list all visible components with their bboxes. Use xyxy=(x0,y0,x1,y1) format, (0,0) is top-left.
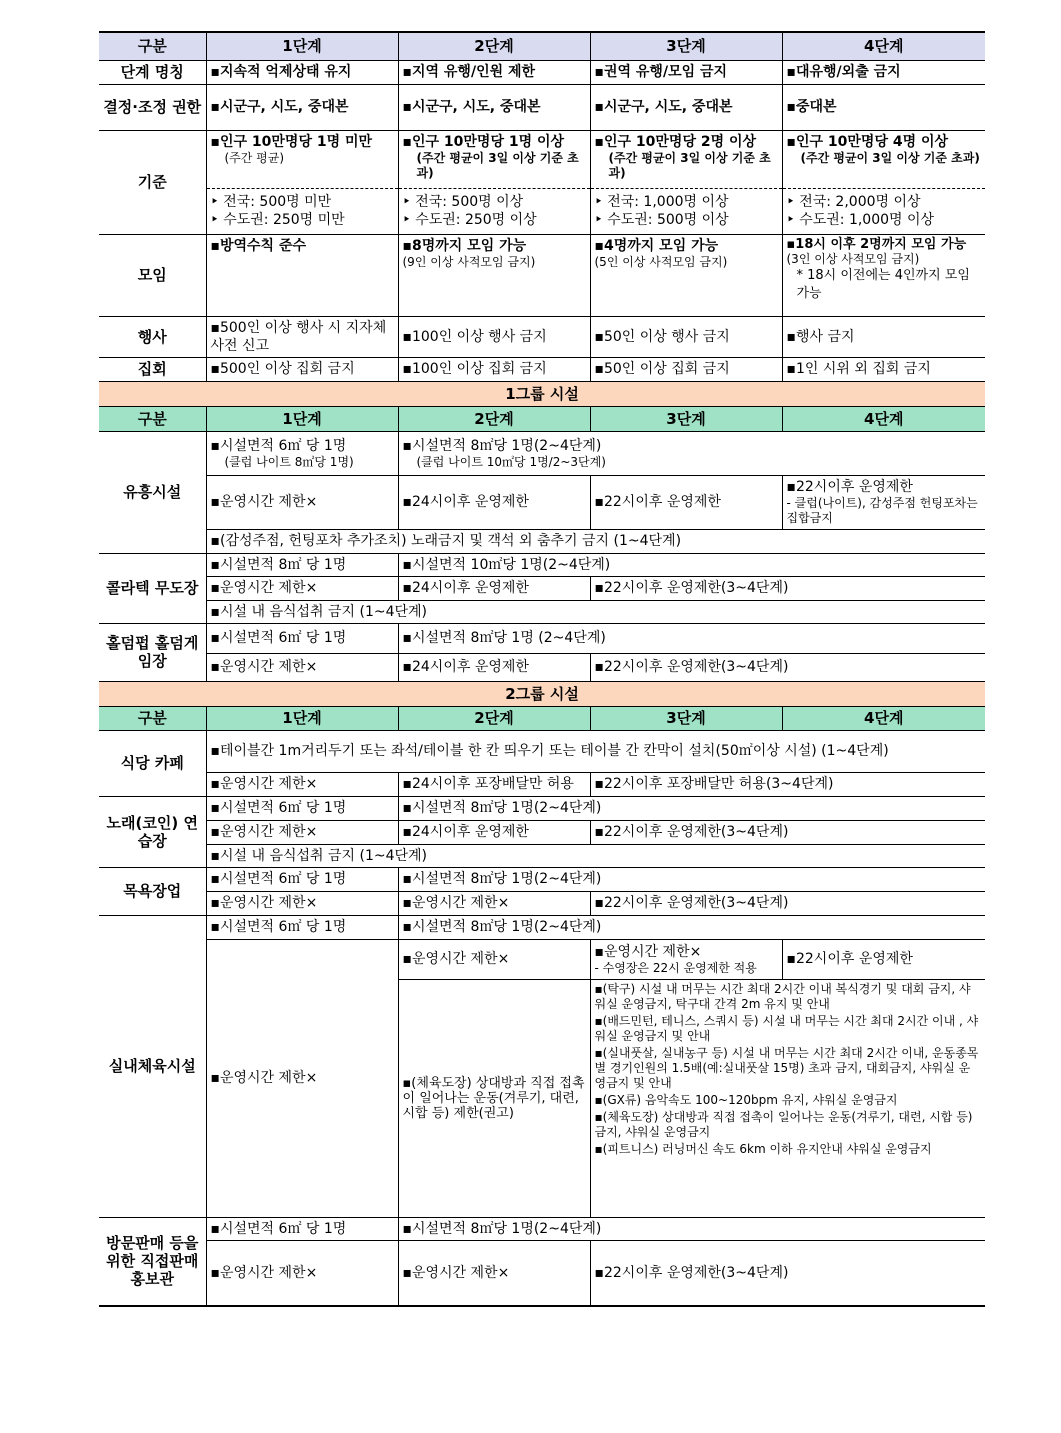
criteria-capital: ‣ 수도권: 500명 이상 xyxy=(594,212,729,228)
cell: ▪지속적 억제상태 유지 xyxy=(206,60,398,84)
cell: ▪운영시간 제한× xyxy=(206,576,398,600)
cell: ▪시설면적 6㎡ 당 1명 xyxy=(206,1217,398,1240)
cell: ▪시설면적 10㎡당 1명(2~4단계) xyxy=(398,553,985,576)
gathering-note: * 18시 이전에는 4인까지 모임 가능 xyxy=(796,267,970,301)
area-cell xyxy=(206,431,398,475)
entertainment-hours-row xyxy=(99,475,985,529)
sports-rule: ▪(피트니스) 러닝머신 속도 6km 이하 유지안내 샤워실 운영금지 xyxy=(594,1141,932,1156)
criteria-sub: (주간 평균이 3일 이상 기준 초과) xyxy=(416,150,579,180)
cell: ▪행사 금지 xyxy=(782,316,985,357)
criteria-count-cell xyxy=(782,188,985,234)
cell: ▪시설면적 8㎡당 1명(2~4단계) xyxy=(398,915,985,939)
cell: ▪시설면적 6㎡ 당 1명 xyxy=(206,915,398,939)
sports-rule: ▪(체육도장) 상대방과 직접 접촉이 일어나는 운동(겨루기, 대련, 시합 등) 금지, 샤워실 운영금지 xyxy=(594,1109,973,1139)
cell: ▪시군구, 시도, 중대본 xyxy=(398,84,590,130)
gathering-rule: ▪방역수칙 준수 xyxy=(210,237,307,254)
row-label: 모임 xyxy=(99,234,206,316)
header-level-3: 3단계 xyxy=(590,706,782,730)
group2-title: 2그룹 시설 xyxy=(99,681,985,706)
row-label: 결정·조정 권한 xyxy=(99,84,206,130)
group1-header-row xyxy=(99,406,985,431)
gathering-sub: (9인 이상 사적모임 금지) xyxy=(402,254,536,269)
criteria-capital: ‣ 수도권: 1,000명 이상 xyxy=(786,212,935,228)
holdem-area-row xyxy=(99,623,985,653)
authority-row xyxy=(99,84,985,130)
cell: ▪시설 내 음식섭취 금지 (1~4단계) xyxy=(206,844,985,867)
area-rule: ▪시설면적 6㎡ 당 1명 xyxy=(210,437,347,454)
criteria-main: ▪인구 10만명당 1명 미만 xyxy=(210,133,373,150)
header-level-1: 1단계 xyxy=(206,32,398,60)
row-label: 식당 카페 xyxy=(99,730,206,796)
cell: ▪24시이후 운영제한 xyxy=(398,475,590,529)
row-label: 기준 xyxy=(99,130,206,234)
header-level-4: 4단계 xyxy=(782,406,985,431)
cell: ▪24시이후 운영제한 xyxy=(398,653,590,681)
cell: ▪중대본 xyxy=(782,84,985,130)
cell: ▪500인 이상 행사 시 지자체 사전 신고 xyxy=(206,316,398,357)
gathering-rule: ▪8명까지 모임 가능 xyxy=(402,237,527,254)
cell: ▪대유행/외출 금지 xyxy=(782,60,985,84)
cell: ▪100인 이상 행사 금지 xyxy=(398,316,590,357)
colatek-extra-row xyxy=(99,600,985,623)
criteria-row-bottom xyxy=(99,188,985,234)
cell: ▪24시이후 운영제한 xyxy=(398,820,590,844)
cell: ▪시군구, 시도, 중대본 xyxy=(206,84,398,130)
sales-hours-row xyxy=(99,1240,985,1306)
header-level-4: 4단계 xyxy=(782,32,985,60)
area-sub: (클럽 나이트 8㎡당 1명) xyxy=(224,454,354,469)
sports-rule: ▪(실내풋살, 실내농구 등) 시설 내 머무는 시간 최대 2시간 이내, 운동종목별 경기인원의 1.5배(예:실내풋살 15명) 초과 금지, 대회금지, 샤워실 운영금지 및 안내 xyxy=(594,1045,979,1090)
gathering-sub: (3인 이상 사적모임 금지) xyxy=(786,251,920,266)
header-level-1: 1단계 xyxy=(206,406,398,431)
area-rule: ▪시설면적 8㎡당 1명(2~4단계) xyxy=(402,437,602,454)
restaurant-rule-row xyxy=(99,730,985,772)
row-label: 실내체육시설 xyxy=(99,915,206,1217)
entertainment-extra-row xyxy=(99,529,985,553)
cell: ▪22시이후 운영제한(3~4단계) xyxy=(590,576,985,600)
cell: ▪운영시간 제한× xyxy=(206,891,398,915)
gathering-cell xyxy=(206,234,398,316)
distancing-table xyxy=(99,31,985,1307)
row-label: 노래(코인) 연습장 xyxy=(99,796,206,867)
cell: ▪시설면적 8㎡ 당 1명 xyxy=(206,553,398,576)
bath-hours-row xyxy=(99,891,985,915)
colatek-hours-row xyxy=(99,576,985,600)
row-label: 콜라텍 무도장 xyxy=(99,553,206,623)
cell: ▪운영시간 제한× xyxy=(398,1240,590,1306)
row-label: 유흥시설 xyxy=(99,431,206,553)
gathering-cell xyxy=(782,234,985,316)
cell: ▪시군구, 시도, 중대본 xyxy=(590,84,782,130)
cell: ▪시설면적 8㎡당 1명(2~4단계) xyxy=(398,796,985,820)
main-header-row xyxy=(99,32,985,60)
cell: ▪22시이후 운영제한 xyxy=(590,475,782,529)
group1-title: 1그룹 시설 xyxy=(99,381,985,406)
row-label: 목욕장업 xyxy=(99,867,206,915)
cell: ▪24시이후 운영제한 xyxy=(398,576,590,600)
criteria-main: ▪인구 10만명당 2명 이상 xyxy=(594,133,757,150)
criteria-cell xyxy=(206,130,398,188)
cell: ▪운영시간 제한× xyxy=(206,1240,398,1306)
karaoke-hours-row xyxy=(99,820,985,844)
criteria-main: ▪인구 10만명당 1명 이상 xyxy=(402,133,565,150)
cell: ▪시설면적 8㎡당 1명(2~4단계) xyxy=(398,867,985,891)
header-category: 구분 xyxy=(99,706,206,730)
header-level-3: 3단계 xyxy=(590,32,782,60)
header-level-4: 4단계 xyxy=(782,706,985,730)
gathering-rule: ▪4명까지 모임 가능 xyxy=(594,237,719,254)
cell: ▪시설 내 음식섭취 금지 (1~4단계) xyxy=(206,600,985,623)
criteria-row-top xyxy=(99,130,985,188)
cell: ▪1인 시위 외 집회 금지 xyxy=(782,357,985,381)
cell: ▪22시이후 운영제한(3~4단계) xyxy=(590,1240,985,1306)
area-sub: (클럽 나이트 10㎡당 1명/2~3단계) xyxy=(416,454,606,469)
cell: ▪시설면적 8㎡당 1명(2~4단계) xyxy=(398,1217,985,1240)
karaoke-extra-row xyxy=(99,844,985,867)
cell: ▪운영시간 제한× xyxy=(206,772,398,796)
criteria-count-cell xyxy=(398,188,590,234)
cell: ▪22시이후 운영제한(3~4단계) xyxy=(590,820,985,844)
restaurant-hours-row xyxy=(99,772,985,796)
group1-band xyxy=(99,381,985,406)
criteria-nation: ‣ 전국: 500명 미만 xyxy=(210,194,332,210)
criteria-nation: ‣ 전국: 500명 이상 xyxy=(402,194,524,210)
sports-rule: ▪(GX류) 음악속도 100~120bpm 유지, 샤워실 운영금지 xyxy=(594,1092,898,1107)
header-level-3: 3단계 xyxy=(590,406,782,431)
entertainment-area-row xyxy=(99,431,985,475)
criteria-nation: ‣ 전국: 1,000명 이상 xyxy=(594,194,729,210)
cell: ▪시설면적 6㎡ 당 1명 xyxy=(206,796,398,820)
cell: ▪24시이후 포장배달만 허용 xyxy=(398,772,590,796)
sports-hours-row xyxy=(99,939,985,979)
sales-area-row xyxy=(99,1217,985,1240)
cell: ▪시설면적 6㎡ 당 1명 xyxy=(206,867,398,891)
event-row xyxy=(99,316,985,357)
sports-rule: ▪(탁구) 시설 내 머무는 시간 최대 2시간 이내 복식경기 및 대회 금지, 샤워실 운영금지, 탁구대 간격 2m 유지 및 안내 xyxy=(594,981,971,1011)
criteria-capital: ‣ 수도권: 250명 미만 xyxy=(210,212,345,228)
group2-band xyxy=(99,681,985,706)
cell: ▪시설면적 8㎡당 1명 (2~4단계) xyxy=(398,623,985,653)
cell: ▪22시이후 포장배달만 허용(3~4단계) xyxy=(590,772,985,796)
colatek-area-row xyxy=(99,553,985,576)
row-label: 홀덤펍 홀덤게임장 xyxy=(99,623,206,681)
cell: ▪테이블간 1m거리두기 또는 좌석/테이블 한 칸 띄우기 또는 테이블 간 칸막이 설치(50㎡이상 시설) (1~4단계) xyxy=(206,730,985,772)
row-label: 방문판매 등을 위한 직접판매 홍보관 xyxy=(99,1217,206,1306)
distancing-document xyxy=(99,31,985,1307)
header-category: 구분 xyxy=(99,406,206,431)
criteria-count-cell xyxy=(206,188,398,234)
row-label: 단계 명칭 xyxy=(99,60,206,84)
cell: ▪22시이후 운영제한(3~4단계) xyxy=(590,653,985,681)
row-label: 행사 xyxy=(99,316,206,357)
sports-area-row xyxy=(99,915,985,939)
header-level-2: 2단계 xyxy=(398,32,590,60)
criteria-cell xyxy=(782,130,985,188)
cell: ▪500인 이상 집회 금지 xyxy=(206,357,398,381)
gathering-cell xyxy=(398,234,590,316)
row-label: 집회 xyxy=(99,357,206,381)
cell: ▪운영시간 제한× xyxy=(206,653,398,681)
criteria-sub: (주간 평균) xyxy=(224,150,285,165)
cell: ▪(감성주점, 헌팅포차 추가조치) 노래금지 및 객석 외 춤추기 금지 (1~4단계) xyxy=(206,529,985,553)
header-level-2: 2단계 xyxy=(398,406,590,431)
gathering-rule: ▪18시 이후 2명까지 모임 가능 xyxy=(786,236,967,252)
criteria-cell xyxy=(398,130,590,188)
criteria-count-cell xyxy=(590,188,782,234)
hours-rule: ▪22시이후 운영제한 xyxy=(786,479,913,495)
group2-header-row xyxy=(99,706,985,730)
gathering-row xyxy=(99,234,985,316)
holdem-hours-row xyxy=(99,653,985,681)
criteria-sub: (주간 평균이 3일 이상 기준 초과) xyxy=(800,150,980,165)
header-level-1: 1단계 xyxy=(206,706,398,730)
criteria-cell xyxy=(590,130,782,188)
gathering-sub: (5인 이상 사적모임 금지) xyxy=(594,254,728,269)
hours-rule: ▪운영시간 제한× xyxy=(594,943,702,960)
cell: ▪50인 이상 집회 금지 xyxy=(590,357,782,381)
cell: ▪100인 이상 집회 금지 xyxy=(398,357,590,381)
cell: ▪지역 유행/인원 제한 xyxy=(398,60,590,84)
gathering-cell xyxy=(590,234,782,316)
cell: ▪운영시간 제한× xyxy=(206,820,398,844)
cell: ▪(체육도장) 상대방과 직접 접촉이 일어나는 운동(겨루기, 대련, 시합 등) 제한(권고) xyxy=(398,979,590,1217)
cell: ▪운영시간 제한× xyxy=(398,891,590,915)
cell: ▪운영시간 제한× xyxy=(206,939,398,1217)
sports-rules-cell xyxy=(590,979,985,1217)
criteria-main: ▪인구 10만명당 4명 이상 xyxy=(786,133,949,150)
header-level-2: 2단계 xyxy=(398,706,590,730)
bath-area-row xyxy=(99,867,985,891)
cell: ▪시설면적 6㎡ 당 1명 xyxy=(206,623,398,653)
cell: ▪50인 이상 행사 금지 xyxy=(590,316,782,357)
karaoke-area-row xyxy=(99,796,985,820)
cell: ▪22시이후 운영제한 xyxy=(782,939,985,979)
hours-sub: - 수영장은 22시 운영제한 적용 xyxy=(594,960,757,975)
cell: ▪22시이후 운영제한(3~4단계) xyxy=(590,891,985,915)
hours-sub: - 클럽(나이트), 감성주점 헌팅포차는 집합금지 xyxy=(786,496,978,525)
header-category: 구분 xyxy=(99,32,206,60)
sports-rule: ▪(배드민턴, 테니스, 스쿼시 등) 시설 내 머무는 시간 최대 2시간 이내 , 샤워실 운영금지 및 안내 xyxy=(594,1013,979,1043)
level-name-row xyxy=(99,60,985,84)
hours-cell xyxy=(590,939,782,979)
cell: ▪운영시간 제한× xyxy=(206,475,398,529)
assembly-row xyxy=(99,357,985,381)
criteria-capital: ‣ 수도권: 250명 이상 xyxy=(402,212,537,228)
hours-cell xyxy=(782,475,985,529)
area-cell xyxy=(398,431,985,475)
cell: ▪권역 유행/모임 금지 xyxy=(590,60,782,84)
cell: ▪운영시간 제한× xyxy=(398,939,590,979)
criteria-sub: (주간 평균이 3일 이상 기준 초과) xyxy=(608,150,771,180)
criteria-nation: ‣ 전국: 2,000명 이상 xyxy=(786,194,921,210)
